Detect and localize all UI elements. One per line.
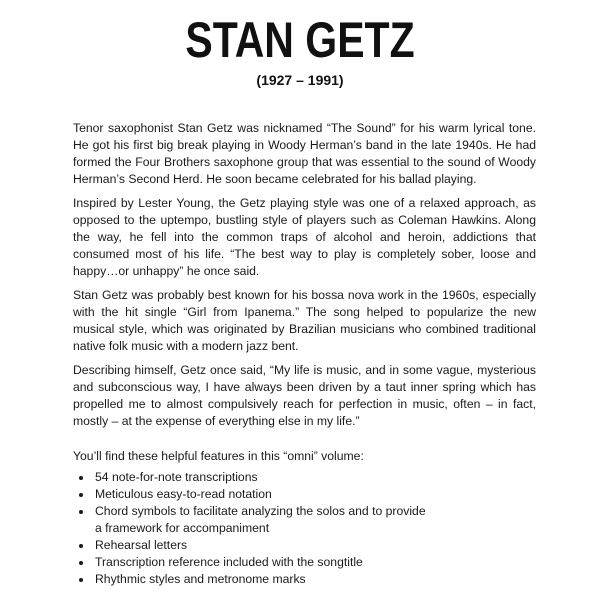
- features-list: [73, 469, 433, 588]
- list-item: • Rhythmic styles and metronome marks: [93, 571, 433, 588]
- life-dates: (1927 – 1991): [256, 72, 344, 88]
- paragraph: Describing himself, Getz once said, “My life is music, and in some vague, mysterious and subconscious way, I have always been driven by a taut inner spring which has propelled me to almost compulsively reach for perfection in music, often – in fact, mostly – at the expense of everything else in my life.”: [73, 363, 536, 428]
- list-item: • Meticulous easy-to-read notation: [93, 486, 433, 503]
- list-item: • Chord symbols to facilitate analyzing the solos and to provide a framework for accompaniment: [93, 503, 433, 537]
- features-intro: You’ll find these helpful features in this “omni” volume:: [73, 449, 364, 463]
- paragraph: Inspired by Lester Young, the Getz playing style was one of a relaxed approach, as opposed to the uptempo, bustling style of players such as Coleman Hawkins. Along the way, he fell into the common traps of alcohol and heroin, addictions that consumed most of his life. “The best way to play is completely sober, loose and happy…or unhappy” he once said.: [73, 196, 536, 278]
- list-item: • Rehearsal letters: [93, 537, 433, 554]
- list-item: • 54 note-for-note transcriptions: [93, 469, 433, 486]
- paragraph: Tenor saxophonist Stan Getz was nicknamed “The Sound” for his warm lyrical tone. He got his first big break playing in Woody Herman’s band in the late 1940s. He had formed the Four Brothers saxophone group that was essential to the sound of Woody Herman’s Second Herd. He soon became celebrated for his ballad playing.: [73, 121, 536, 186]
- biography: [73, 120, 536, 437]
- page-title: STAN GETZ: [185, 12, 415, 68]
- paragraph: Stan Getz was probably best known for his bossa nova work in the 1960s, especially with the hit single “Girl from Ipanema.” The song helped to popularize the new musical style, which was originated by Brazilian musicians who combined traditional native folk music with a modern jazz bent.: [73, 288, 536, 353]
- list-item: • Transcription reference included with the songtitle: [93, 554, 433, 571]
